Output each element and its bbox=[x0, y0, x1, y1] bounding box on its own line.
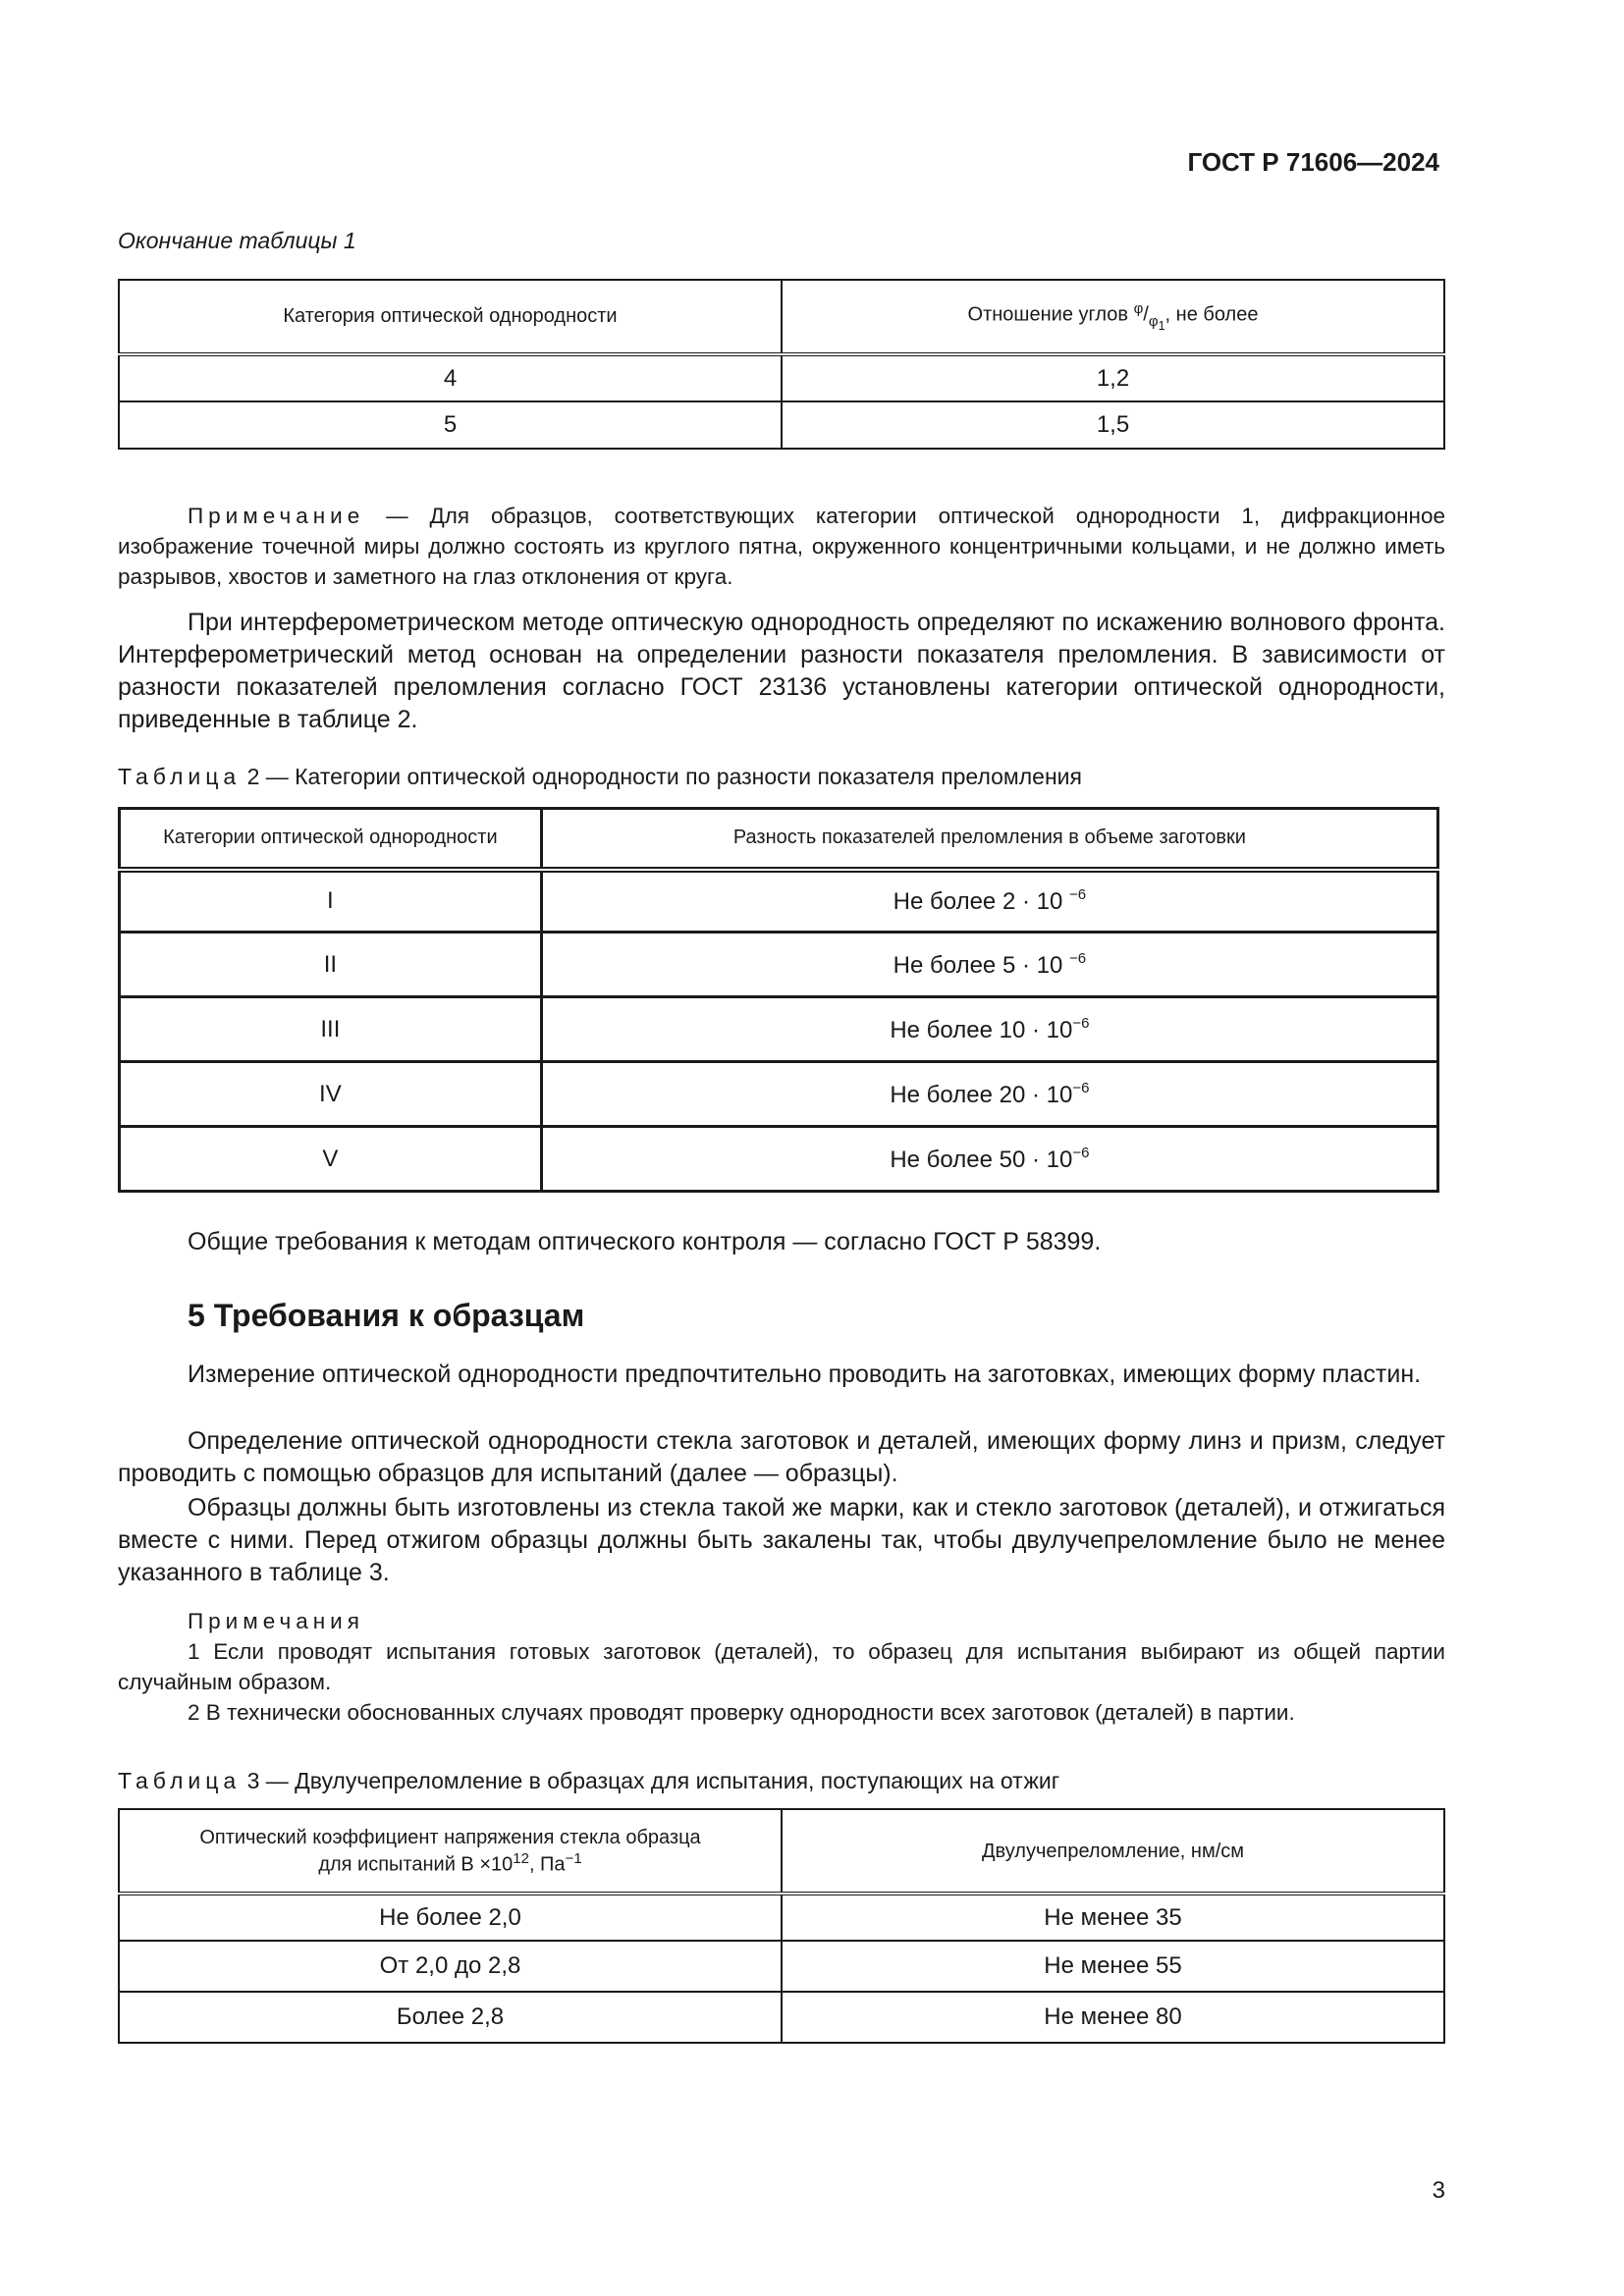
table3-cell-birefringence: Не менее 55 bbox=[782, 1941, 1444, 1992]
table2-cell-category: II bbox=[120, 933, 542, 997]
table-2 bbox=[118, 807, 1439, 1193]
page-number: 3 bbox=[1432, 2177, 1445, 2204]
table1-header-ratio-suffix: , не более bbox=[1164, 303, 1259, 326]
table1-header-ratio bbox=[782, 280, 1444, 354]
notes-label: Примечания bbox=[188, 1609, 364, 1633]
ratio-denominator bbox=[1148, 312, 1165, 333]
value-text: Не более 5 · 10 bbox=[893, 951, 1069, 979]
table2-cell-value bbox=[541, 933, 1437, 997]
table2-caption-text: 2 — Категории оптической однородности по разности показателя преломления bbox=[241, 764, 1082, 789]
table-row bbox=[120, 1062, 1438, 1127]
value-exponent: −6 bbox=[1072, 1014, 1090, 1032]
note-label: Примечание bbox=[188, 504, 365, 528]
table-row bbox=[119, 1992, 1444, 2043]
value-exponent: −6 bbox=[1068, 949, 1087, 967]
table2-caption bbox=[118, 764, 1082, 790]
table3-caption-text: 3 — Двулучепреломление в образцах для испытания, поступающих на отжиг bbox=[241, 1768, 1060, 1793]
section5-paragraph-3: Образцы должны быть изготовлены из стекла такой же марки, как и стекло заготовок (деталей), и отжигаться вместе с ними. Перед отжигом образцы должны быть закалены так, чтобы двулучепреломление было не менее указанного в таблице 3. bbox=[118, 1494, 1445, 1586]
ratio-numerator: φ bbox=[1133, 300, 1144, 318]
table2-cell-value bbox=[541, 870, 1437, 933]
table3-cell-birefringence: Не менее 35 bbox=[782, 1894, 1444, 1941]
table2-cell-category: IV bbox=[120, 1062, 542, 1127]
value-text: Не более 50 · 10 bbox=[890, 1146, 1073, 1173]
document-header-gost: ГОСТ Р 71606—2024 bbox=[1187, 147, 1439, 177]
value-exponent: −6 bbox=[1068, 886, 1087, 904]
section5-paragraph-1: Измерение оптической однородности предпочтительно проводить на заготовках, имеющих форму пластин. bbox=[188, 1361, 1422, 1388]
table-row bbox=[119, 1894, 1444, 1941]
table1-header-category: Категория оптической однородности bbox=[119, 280, 782, 354]
table1-cell-category: 4 bbox=[119, 354, 782, 401]
value-exponent: −6 bbox=[1072, 1144, 1090, 1161]
section5-note-2: 2 В технически обоснованных случаях проводят проверку однородности всех заготовок (деталей) в партии. bbox=[188, 1700, 1295, 1725]
value-text: Не более 10 · 10 bbox=[890, 1016, 1073, 1043]
table2-cell-value bbox=[541, 1127, 1437, 1192]
section5-note-1: 1 Если проводят испытания готовых заготовок (деталей), то образец для испытания выбирают из общей партии случайным образом. bbox=[118, 1639, 1445, 1694]
table1-header-ratio-text: Отношение углов bbox=[967, 303, 1134, 326]
section-heading: 5 Требования к образцам bbox=[188, 1298, 585, 1333]
table3-cell-coefficient: Не более 2,0 bbox=[119, 1894, 782, 1941]
table-row bbox=[120, 870, 1438, 933]
value-exponent: −6 bbox=[1072, 1079, 1090, 1096]
table2-cell-value bbox=[541, 1062, 1437, 1127]
table3-header-exponent: 12 bbox=[513, 1849, 529, 1867]
table3-header-line1: Оптический коэффициент напряжения стекла образца bbox=[199, 1826, 701, 1848]
table3-header-coefficient bbox=[119, 1809, 782, 1894]
paragraph-general-requirements: Общие требования к методам оптического контроля — согласно ГОСТ Р 58399. bbox=[188, 1228, 1102, 1255]
note-text: — Для образцов, соответствующих категории оптической однородности 1, дифракционное изображение точечной миры должно состоять из круглого пятна, окруженного концентричными кольцами, и не должно иметь разрывов, хвостов и заметного на глаз отклонения от круга. bbox=[118, 504, 1445, 589]
table2-cell-category: III bbox=[120, 997, 542, 1062]
table-continuation-label: Окончание таблицы 1 bbox=[118, 228, 356, 253]
table2-caption-label: Таблица bbox=[118, 764, 242, 789]
table-row bbox=[119, 401, 1444, 449]
table-row bbox=[119, 354, 1444, 401]
section5-paragraph-2: Определение оптической однородности стекла заготовок и деталей, имеющих форму линз и призм, следует проводить с помощью образцов для испытаний (далее — образцы). bbox=[118, 1427, 1445, 1487]
table1-cell-category: 5 bbox=[119, 401, 782, 449]
table3-header-line2: для испытаний B ×10 bbox=[318, 1853, 514, 1876]
table3-cell-coefficient: От 2,0 до 2,8 bbox=[119, 1941, 782, 1992]
table-3 bbox=[118, 1808, 1445, 2044]
value-text: Не более 2 · 10 bbox=[893, 888, 1069, 916]
table2-cell-category: I bbox=[120, 870, 542, 933]
table2-cell-category: V bbox=[120, 1127, 542, 1192]
table-row bbox=[120, 997, 1438, 1062]
table3-cell-birefringence: Не менее 80 bbox=[782, 1992, 1444, 2043]
table2-header-category: Категории оптической однородности bbox=[120, 809, 542, 870]
table3-cell-coefficient: Более 2,8 bbox=[119, 1992, 782, 2043]
ratio-denominator-index: 1 bbox=[1158, 318, 1165, 333]
paragraph-interferometric: При интерферометрическом методе оптическую однородность определяют по искажению волнового фронта. Интерферометрический метод основан на определении разности показателя преломления. В зависимости от разности показателей преломления согласно ГОСТ 23136 установлены категории оптической однородности, приведенные в таблице 2. bbox=[118, 609, 1445, 733]
table3-header-unit: , Па bbox=[528, 1853, 566, 1876]
ratio-separator: / bbox=[1143, 303, 1149, 326]
table2-header-difference: Разность показателей преломления в объеме заготовки bbox=[541, 809, 1437, 870]
table-row bbox=[119, 1941, 1444, 1992]
note-table1 bbox=[118, 501, 1445, 592]
table2-cell-value bbox=[541, 997, 1437, 1062]
table1-cell-ratio: 1,2 bbox=[782, 354, 1444, 401]
table-row bbox=[120, 1127, 1438, 1192]
table3-caption bbox=[118, 1768, 1059, 1794]
table-row bbox=[120, 933, 1438, 997]
table3-header-birefringence: Двулучепреломление, нм/см bbox=[782, 1809, 1444, 1894]
table3-caption-label: Таблица bbox=[118, 1768, 242, 1793]
value-text: Не более 20 · 10 bbox=[890, 1081, 1073, 1108]
table-1 bbox=[118, 279, 1445, 450]
table1-cell-ratio: 1,5 bbox=[782, 401, 1444, 449]
ratio-denominator-symbol: φ bbox=[1148, 312, 1159, 330]
table3-header-unit-exponent: −1 bbox=[565, 1849, 582, 1867]
